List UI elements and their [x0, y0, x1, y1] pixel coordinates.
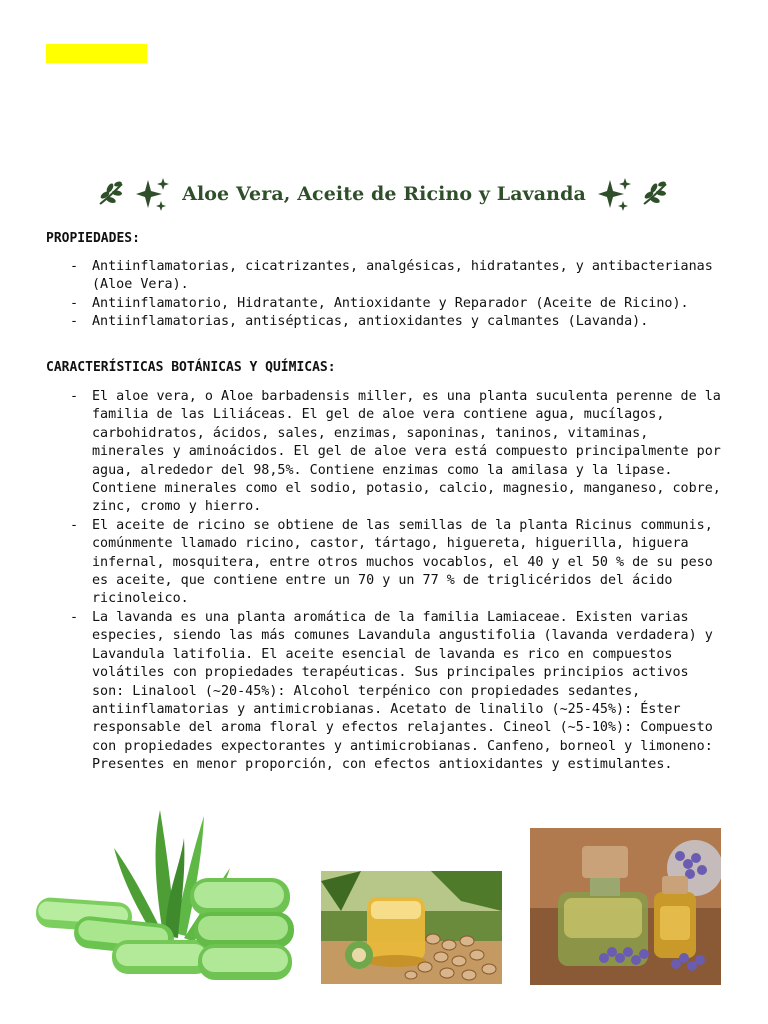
yellow-highlight-bar [46, 44, 147, 63]
herb-icon [640, 178, 672, 210]
title-row [0, 172, 768, 216]
castor-oil-image [321, 871, 502, 984]
propiedades-heading: PROPIEDADES: [46, 231, 140, 246]
aloe-vera-image [34, 808, 294, 988]
list-item: - Antiinflamatorias, antisépticas, antioxidantes y calmantes (Lavanda). [66, 313, 726, 331]
propiedades-list [66, 258, 726, 332]
list-item: - Antiinflamatorias, cicatrizantes, analgésicas, hidratantes, y antibacterianas (Aloe Vera). [66, 258, 726, 295]
herb-icon [96, 178, 128, 210]
document-title: Aloe Vera, Aceite de Ricino y Lavanda [182, 183, 586, 205]
list-item: - El aceite de ricino se obtiene de las semillas de la planta Ricinus communis, comúnmente llamado ricino, castor, tártago, higuereta, higuerilla, higuera infernal, mosquitera, entre otros muchos vocablos, el 40 y el 50 % de su peso es aceite, que contiene entre un 70 y un 77 % de triglicéridos del ácido ricinoleico. [66, 517, 726, 609]
sparkles-icon [136, 176, 170, 212]
list-item: - La lavanda es una planta aromática de la familia Lamiaceae. Existen varias especies, siendo las más comunes Lavandula angustifolia (lavanda verdadera) y Lavandula latifolia. El aceite esencial de lavanda es rico en compuestos volátiles con propiedades terapéuticas. Sus principales principios activos son: Linalool (~20-45%): Alcohol terpénico con propiedades sedantes, antiinflamatorias y antimicrobianas. Acetato de linalilo (~25-45%): Éster responsable del aroma floral y efectos relajantes. Cineol (~5-10%): Compuesto con propiedades expectorantes y antimicrobianas. Canfeno, borneol y limoneno: Presentes en menor proporción, con efectos antioxidantes y estimulantes. [66, 609, 726, 775]
sparkles-icon [598, 176, 632, 212]
list-item: - Antiinflamatorio, Hidratante, Antioxidante y Reparador (Aceite de Ricino). [66, 295, 726, 313]
caracteristicas-heading: CARACTERÍSTICAS BOTÁNICAS Y QUÍMICAS: [46, 360, 336, 375]
caracteristicas-list [66, 388, 726, 775]
lavender-oil-image [530, 828, 721, 985]
list-item: - El aloe vera, o Aloe barbadensis miller, es una planta suculenta perenne de la familia de las Liliáceas. El gel de aloe vera contiene agua, mucílagos, carbohidratos, ácidos, sales, enzimas, saponinas, taninos, vitaminas, minerales y aminoácidos. El gel de aloe vera está compuesto principalmente por agua, alrededor del 98,5%. Contiene enzimas como la amilasa y la lipase. Contiene minerales como el sodio, potasio, calcio, magnesio, manganeso, cobre, zinc, cromo y hierro. [66, 388, 726, 517]
